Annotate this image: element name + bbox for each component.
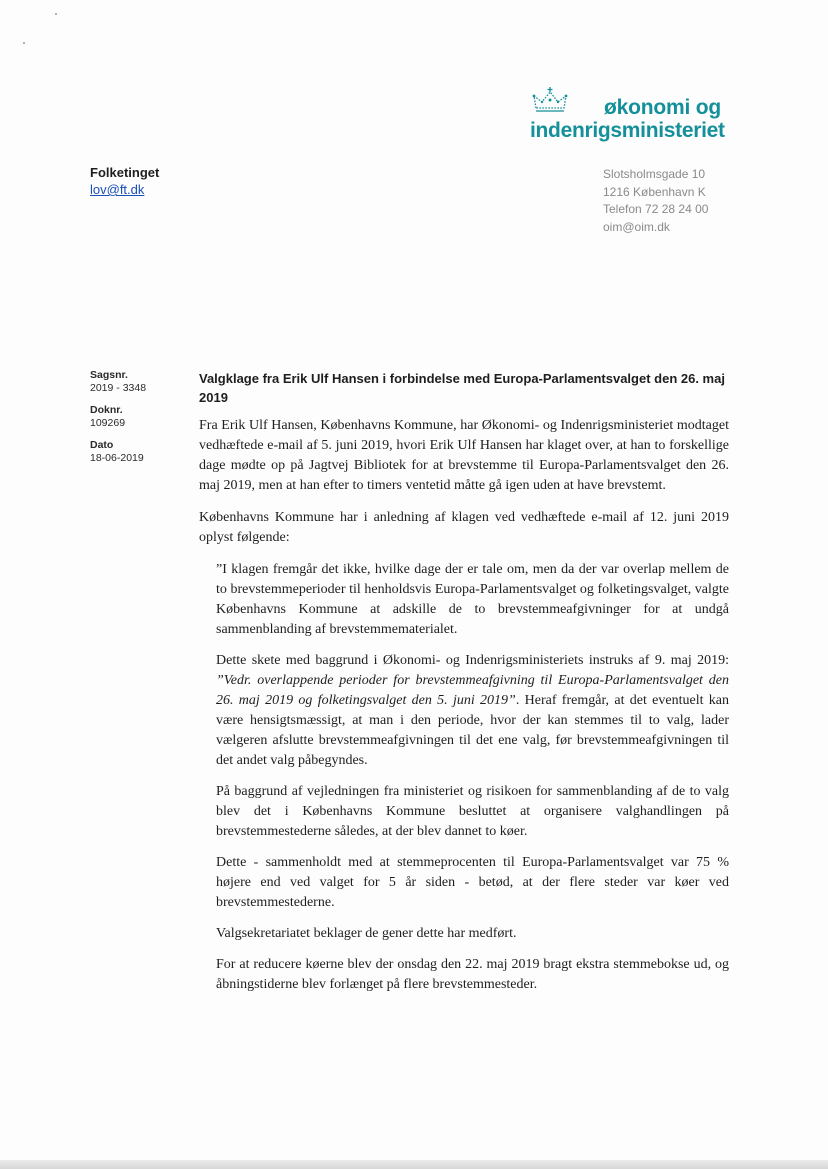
quote-paragraph: På baggrund af vejledningen fra ministeriet og risikoen for sammenblanding af de to valg blev det i Københavns Kommune besluttet at organisere valghandlingen på brevstemmestederne således, at der blev dannet to køer. [216,784,729,839]
recipient-name: Folketinget [90,165,160,180]
recipient-email-link[interactable]: lov@ft.dk [90,182,145,197]
logo-text-line2: indenrigsministeriet [530,119,725,142]
quote-paragraph: Valgsekretariatet beklager de gener dette har medført. [216,926,517,941]
ministry-logo [526,86,746,146]
case-number-label: Sagsnr. [90,369,128,381]
scan-speck [23,42,25,44]
quote-paragraph [216,651,729,771]
document-meta [90,369,146,474]
quote-paragraph: Dette - sammenholdt med at stemmeprocenten til Europa-Parlamentsvalget var 75 % højere end ved valget for 5 år siden - betød, at der flere steder var køer ved brevstemmestederne. [216,855,729,910]
letter-body [199,416,729,1006]
recipient-block [90,164,159,198]
instruction-title: ”Vedr. overlappende perioder for brevstemmeafgivning til Europa-Parlamentsvalget den 26. maj 2019 og folketingsvalget den 5. juni 2019” [216,673,729,708]
address-city: 1216 København K [603,184,706,199]
sender-address [603,166,708,236]
address-phone: Telefon 72 28 24 00 [603,202,709,216]
quote-text: . Heraf fremgår, at det eventuelt kan være hensigtsmæssigt, at man i den periode, hvor der kan stemmes til to valg, lader vælgeren afslutte brevstemmeafgivningen til det ene valg, før brevstemmeafgivningen til det andet valg påbegyndes. [216,693,729,768]
date-value: 18-06-2019 [90,452,144,464]
address-street: Slotsholmsgade 10 [603,167,706,181]
doc-number-value: 109269 [90,417,126,429]
logo-text-line1: økonomi og [604,96,721,119]
body-paragraph: Fra Erik Ulf Hansen, Københavns Kommune, har Økonomi- og Indenrigsministeriet modtaget vedhæftede e-mail af 5. juni 2019, hvori Erik Ulf Hansen har klaget over, at han to forskellige dage mødte op på Jagtvej Bibliotek for at brevstemme til Europa-Parlamentsvalget den 26. maj 2019, men at han efter to timers ventetid måtte gå igen uden at have brevstemt. [199,418,729,493]
quote-text: Dette skete med baggrund i Økonomi- og Indenrigsministeriets instruks af 9. maj 2019: [216,653,729,668]
scan-bottom-edge [0,1160,828,1169]
quoted-statement [216,560,729,995]
quote-paragraph: ”I klagen fremgår det ikke, hvilke dage der er tale om, men da der var overlap mellem de to brevstemmeperioder til henholdsvis Europa-Parlamentsvalget og folketingsvalget, valgte Københavns Kommune at adskille de to brevstemmeafgivninger for at undgå sammenblanding af brevstemmematerialet. [216,562,729,637]
scan-speck [55,13,57,15]
quote-paragraph: For at reducere køerne blev der onsdag den 22. maj 2019 bragt ekstra stemmebokse ud, og åbningstiderne blev forlænget på flere brevstemmesteder. [216,957,729,992]
body-paragraph: Københavns Kommune har i anledning af klagen ved vedhæftede e-mail af 12. juni 2019 oplyst følgende: [199,510,729,545]
date-label: Dato [90,439,114,451]
doc-number-label: Doknr. [90,404,123,416]
letter-subject: Valgklage fra Erik Ulf Hansen i forbindelse med Europa-Parlamentsvalget den 26. maj 2019 [199,371,725,405]
case-number-value: 2019 - 3348 [90,382,147,394]
address-email: oim@oim.dk [603,219,670,234]
crown-icon [530,86,570,116]
